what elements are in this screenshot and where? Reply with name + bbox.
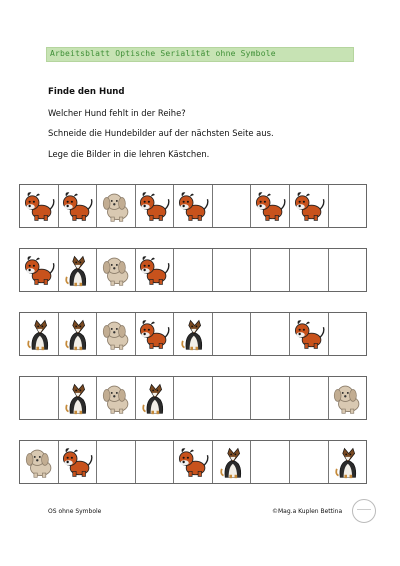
empty-grid-cell [136,441,175,483]
empty-grid-cell [213,313,252,355]
grid-cell [136,313,175,355]
brown-dog-icon [292,189,326,223]
tricolor-dog-icon [60,317,94,351]
footer-left: OS ohne Symbole [48,508,102,515]
grid-cell [174,441,213,483]
stamp-logo [352,499,376,523]
cream-dog-icon [22,445,56,479]
empty-grid-cell [213,249,252,291]
grid-cell [20,185,59,227]
grid-cell [59,441,98,483]
header-title: Arbeitsblatt Optische Serialität ohne Symbole [50,49,276,58]
tricolor-dog-icon [176,317,210,351]
tricolor-dog-icon [60,381,94,415]
empty-grid-cell [251,249,290,291]
empty-grid-cell [290,249,329,291]
brown-dog-icon [22,189,56,223]
empty-grid-cell [329,249,367,291]
grid-row [19,440,367,484]
empty-grid-cell [251,377,290,419]
instruction-line-3: Lege die Bilder in die lehren Kästchen. [48,149,210,159]
empty-grid-cell [329,313,367,355]
grid-cell [174,185,213,227]
brown-dog-icon [60,189,94,223]
tricolor-dog-icon [215,445,249,479]
empty-grid-cell [251,313,290,355]
grid-cell [20,249,59,291]
task-title: Finde den Hund [48,87,125,97]
grid-cell [59,249,98,291]
brown-dog-icon [176,445,210,479]
grid-cell [97,313,136,355]
empty-grid-cell [251,441,290,483]
grid-cell [136,377,175,419]
grid-cell [213,441,252,483]
grid-cell [174,313,213,355]
tricolor-dog-icon [137,381,171,415]
brown-dog-icon [137,317,171,351]
tricolor-dog-icon [330,445,364,479]
grid-cell [59,185,98,227]
empty-grid-cell [174,249,213,291]
brown-dog-icon [137,253,171,287]
brown-dog-icon [22,253,56,287]
brown-dog-icon [292,317,326,351]
grid-cell [20,313,59,355]
brown-dog-icon [60,445,94,479]
cream-dog-icon [330,381,364,415]
empty-grid-cell [97,441,136,483]
cream-dog-icon [99,381,133,415]
tricolor-dog-icon [60,253,94,287]
brown-dog-icon [176,189,210,223]
footer-right: ©Mag.a Kuplen Bettina [272,508,343,515]
instruction-line-2: Schneide die Hundebilder auf der nächsten Seite aus. [48,128,274,138]
empty-grid-cell [290,441,329,483]
grid-cell [59,377,98,419]
grid-cell [290,313,329,355]
grid-cell [329,441,367,483]
empty-grid-cell [329,185,367,227]
grid-row [19,376,367,420]
empty-grid-cell [174,377,213,419]
grid-cell [251,185,290,227]
grid-row [19,248,367,292]
grid-row [19,184,367,228]
brown-dog-icon [253,189,287,223]
grid-cell [59,313,98,355]
instruction-line-1: Welcher Hund fehlt in der Reihe? [48,108,186,118]
header-bar [46,47,354,62]
tricolor-dog-icon [22,317,56,351]
empty-grid-cell [213,185,252,227]
empty-grid-cell [20,377,59,419]
cream-dog-icon [99,317,133,351]
brown-dog-icon [137,189,171,223]
empty-grid-cell [213,377,252,419]
grid-row [19,312,367,356]
grid-cell [97,185,136,227]
grid-cell [20,441,59,483]
grid-cell [97,249,136,291]
empty-grid-cell [290,377,329,419]
grid-cell [136,185,175,227]
grid-cell [136,249,175,291]
cream-dog-icon [99,253,133,287]
grid-cell [97,377,136,419]
cream-dog-icon [99,189,133,223]
grid-cell [329,377,367,419]
grid-cell [290,185,329,227]
